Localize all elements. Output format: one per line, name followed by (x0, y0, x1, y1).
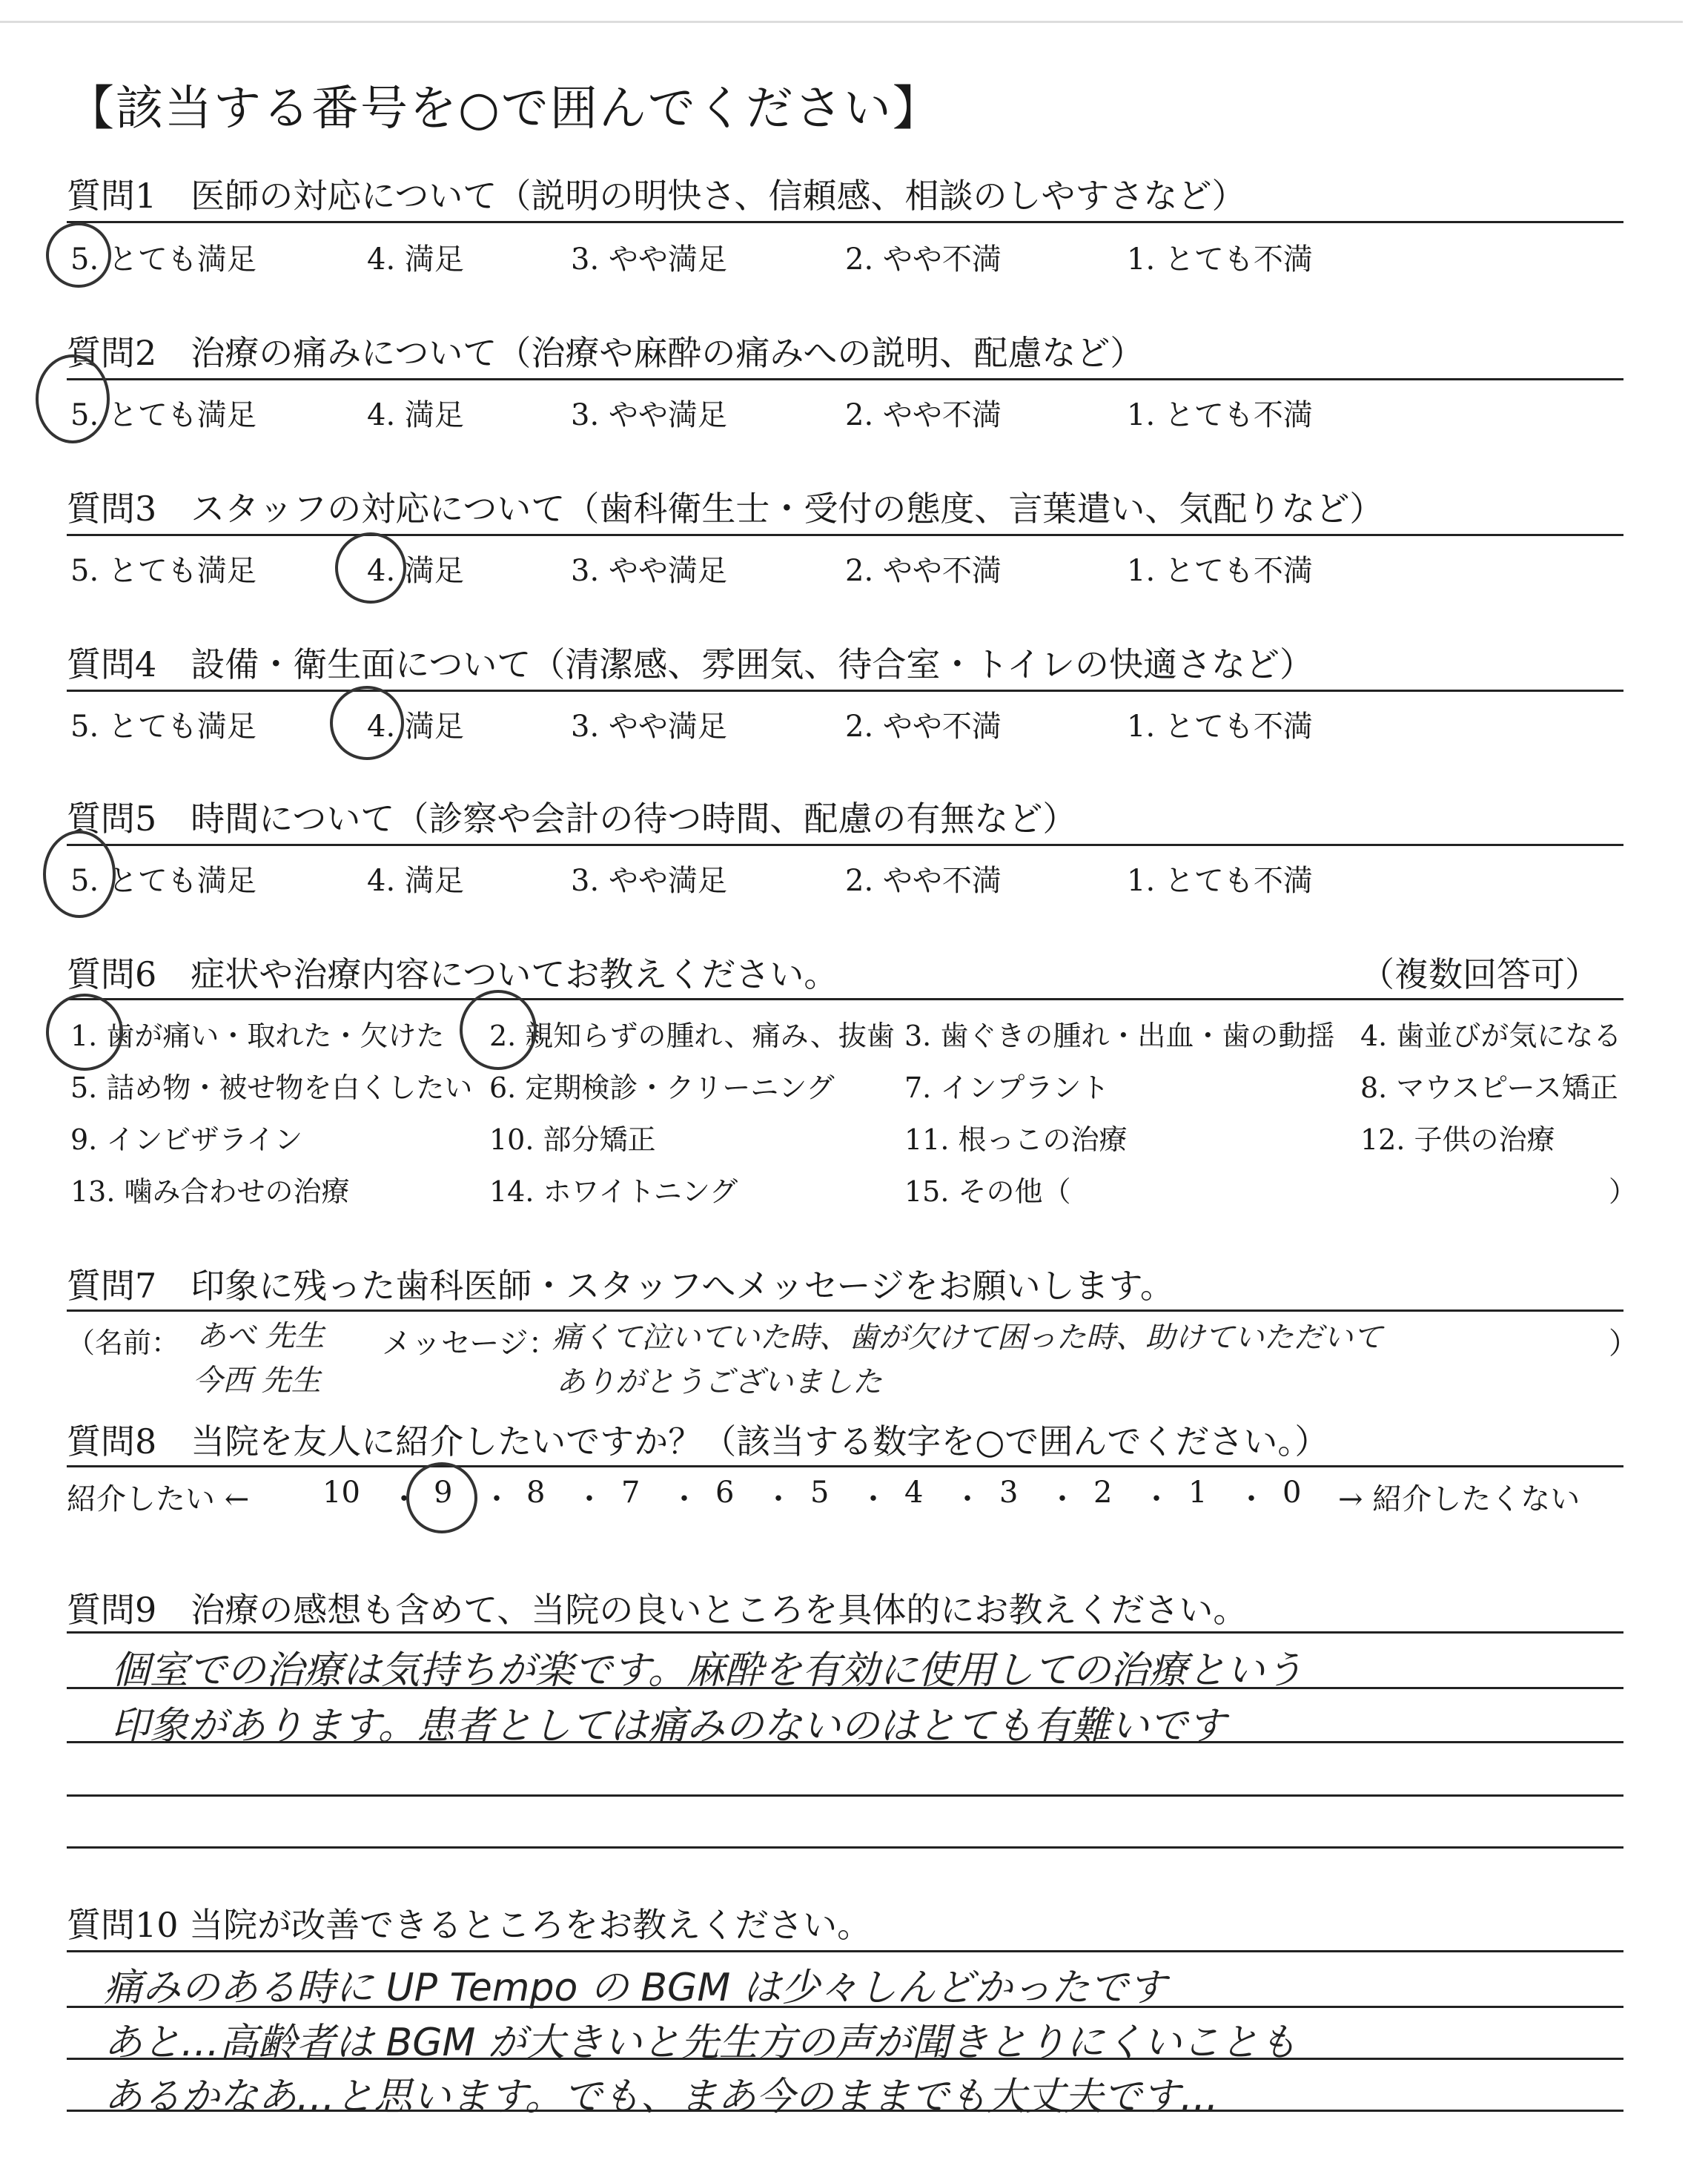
q6-option-5[interactable]: 5. 詰め物・被せ物を白くしたい (70, 1071, 473, 1104)
q5-option-4[interactable]: 4. 満足 (367, 864, 464, 898)
q6-option-6[interactable]: 6. 定期検診・クリーニング (489, 1071, 835, 1104)
q9-rule-1 (67, 1631, 1623, 1634)
q4-title: 質問4 設備・衛生面について（清潔感、雰囲気、待合室・トイレの快適さなど） (67, 644, 1314, 684)
q2-option-1[interactable]: 1. とても不満 (1127, 398, 1313, 432)
q10-answer-line1: 痛みのある時に UP Tempo の BGM は少々しんどかったです (104, 1966, 1167, 2010)
q4-rule (67, 690, 1623, 692)
q10-rule-1 (67, 1950, 1623, 1952)
q2-option-2[interactable]: 2. やや不満 (845, 398, 1002, 432)
q5-option-3[interactable]: 3. やや満足 (571, 864, 727, 898)
q6-other-close-paren: ） (1609, 1175, 1638, 1208)
q9-answer-line2: 印象があります。患者としては痛みのないのはとても有難いです (111, 1704, 1226, 1748)
q8-number-4[interactable]: 4 (904, 1476, 924, 1510)
q9-rule-5 (67, 1846, 1623, 1849)
q2-option-4[interactable]: 4. 満足 (367, 398, 464, 432)
q8-number-7[interactable]: 7 (621, 1476, 640, 1510)
q3-selection-circle (335, 532, 406, 604)
q8-dot: ・ (953, 1482, 982, 1516)
q8-rule (67, 1465, 1623, 1467)
q8-dot: ・ (1047, 1482, 1077, 1516)
q3-title: 質問3 スタッフの対応について（歯科衛生士・受付の態度、言葉遣い、気配りなど） (67, 489, 1384, 529)
q6-option-1[interactable]: 1. 歯が痛い・取れた・欠けた (70, 1020, 445, 1052)
q7-message-label: メッセージ： (382, 1327, 558, 1361)
q3-option-4[interactable]: 4. 満足 (367, 554, 464, 588)
q6-selection-circle-1 (46, 994, 123, 1071)
q7-name-line1: あべ 先生 (196, 1319, 325, 1353)
q8-dot: ・ (482, 1482, 512, 1516)
q8-number-1[interactable]: 1 (1188, 1476, 1208, 1510)
q6-rule (67, 998, 1623, 1000)
q6-option-4[interactable]: 4. 歯並びが気になる (1360, 1020, 1622, 1052)
q6-option-13[interactable]: 13. 噛み合わせの治療 (70, 1175, 350, 1208)
q3-option-2[interactable]: 2. やや不満 (845, 554, 1002, 588)
q3-option-3[interactable]: 3. やや満足 (571, 554, 727, 588)
q1-option-3[interactable]: 3. やや満足 (571, 242, 727, 277)
q8-dot: ・ (1237, 1482, 1266, 1516)
q1-option-2[interactable]: 2. やや不満 (845, 242, 1002, 277)
q5-title: 質問5 時間について（診察や会計の待つ時間、配慮の有無など） (67, 799, 1077, 839)
q1-title: 質問1 医師の対応について（説明の明快さ、信頼感、相談のしやすさなど） (67, 176, 1246, 216)
q5-selection-circle (43, 830, 116, 918)
q3-rule (67, 534, 1623, 536)
q6-option-9[interactable]: 9. インビザライン (70, 1123, 303, 1156)
q6-option-14[interactable]: 14. ホワイトニング (489, 1175, 738, 1208)
q8-dot: ・ (389, 1482, 419, 1516)
q6-option-12[interactable]: 12. 子供の治療 (1360, 1123, 1555, 1156)
q8-number-8[interactable]: 8 (526, 1476, 546, 1510)
scan-top-edge (0, 21, 1683, 23)
q10-answer-line3: あるかなあ…と思います。でも、まあ今のままでも大丈夫です… (104, 2075, 1219, 2119)
q1-option-4[interactable]: 4. 満足 (367, 242, 464, 277)
q6-option-15[interactable]: 15. その他（ (904, 1175, 1071, 1208)
q8-number-9[interactable]: 9 (434, 1476, 453, 1510)
q2-option-5[interactable]: 5. とても満足 (70, 398, 256, 432)
q7-title: 質問7 印象に残った歯科医師・スタッフへメッセージをお願いします。 (67, 1266, 1174, 1306)
q7-message-line1: 痛くて泣いていた時、歯が欠けて困った時、助けていただいて (552, 1321, 1383, 1355)
q4-option-2[interactable]: 2. やや不満 (845, 710, 1002, 744)
q1-selection-circle (46, 222, 111, 288)
q6-option-7[interactable]: 7. インプラント (904, 1071, 1110, 1104)
q4-option-1[interactable]: 1. とても不満 (1127, 710, 1313, 744)
q8-number-0[interactable]: 0 (1282, 1476, 1302, 1510)
q1-rule (67, 221, 1623, 223)
q4-selection-circle (330, 686, 404, 760)
page-header: 【該当する番号を○で囲んでください】 (67, 82, 941, 136)
q6-option-11[interactable]: 11. 根っこの治療 (904, 1123, 1128, 1156)
q8-dot: ・ (1142, 1482, 1171, 1516)
q8-number-6[interactable]: 6 (715, 1476, 735, 1510)
q9-answer-line1: 個室での治療は気持ちが楽です。麻酔を有効に使用しての治療という (111, 1648, 1303, 1693)
q8-number-2[interactable]: 2 (1093, 1476, 1113, 1510)
q9-title: 質問9 治療の感想も含めて、当院の良いところを具体的にお教えください。 (67, 1590, 1248, 1630)
q6-note: （複数回答可） (1360, 954, 1599, 994)
q1-option-5[interactable]: 5. とても満足 (70, 242, 256, 277)
q3-option-5[interactable]: 5. とても満足 (70, 554, 256, 588)
q7-name-label: （名前： (67, 1327, 180, 1359)
q8-dot: ・ (669, 1482, 699, 1516)
q10-answer-line2: あと…高齢者は BGM が大きいと先生方の声が聞きとりにくいことも (104, 2021, 1297, 2065)
q7-message-line2: ありがとうございました (556, 1365, 882, 1399)
q6-selection-circle-2 (460, 990, 537, 1070)
q1-option-1[interactable]: 1. とても不満 (1127, 242, 1313, 277)
q8-dot: ・ (764, 1482, 793, 1516)
q6-option-10[interactable]: 10. 部分矯正 (489, 1123, 656, 1156)
q6-option-8[interactable]: 8. マウスピース矯正 (1360, 1071, 1618, 1104)
q10-title: 質問10 当院が改善できるところをお教えください。 (67, 1905, 872, 1945)
q4-option-5[interactable]: 5. とても満足 (70, 710, 256, 744)
q3-option-1[interactable]: 1. とても不満 (1127, 554, 1313, 588)
q8-right-label: → 紹介したくない (1338, 1482, 1580, 1516)
q5-option-5[interactable]: 5. とても満足 (70, 864, 256, 898)
q2-title: 質問2 治療の痛みについて（治療や麻酔の痛みへの説明、配慮など） (67, 333, 1145, 373)
q6-option-3[interactable]: 3. 歯ぐきの腫れ・出血・歯の動揺 (904, 1020, 1335, 1052)
q8-left-label: 紹介したい ← (67, 1482, 250, 1516)
q8-number-3[interactable]: 3 (999, 1476, 1019, 1510)
q2-rule (67, 378, 1623, 380)
q8-title: 質問8 当院を友人に紹介したいですか？（該当する数字を○で囲んでください。） (67, 1421, 1329, 1462)
q8-number-10[interactable]: 10 (322, 1476, 360, 1510)
q7-name-line2: 今西 先生 (193, 1364, 321, 1398)
q6-option-2[interactable]: 2. 親知らずの腫れ、痛み、抜歯 (489, 1020, 895, 1052)
q5-rule (67, 844, 1623, 846)
q8-number-5[interactable]: 5 (810, 1476, 830, 1510)
q6-title: 質問6 症状や治療内容についてお教えください。 (67, 954, 838, 994)
q7-rule (67, 1309, 1623, 1312)
q2-option-3[interactable]: 3. やや満足 (571, 398, 727, 432)
q2-selection-circle (36, 354, 110, 443)
q8-dot: ・ (575, 1482, 604, 1516)
q8-selection-circle (406, 1462, 477, 1533)
q8-dot: ・ (858, 1482, 888, 1516)
q7-close-paren: ） (1609, 1327, 1638, 1361)
q5-option-1[interactable]: 1. とても不満 (1127, 864, 1313, 898)
q9-rule-4 (67, 1794, 1623, 1797)
q4-option-4[interactable]: 4. 満足 (367, 710, 464, 744)
q5-option-2[interactable]: 2. やや不満 (845, 864, 1002, 898)
q4-option-3[interactable]: 3. やや満足 (571, 710, 727, 744)
